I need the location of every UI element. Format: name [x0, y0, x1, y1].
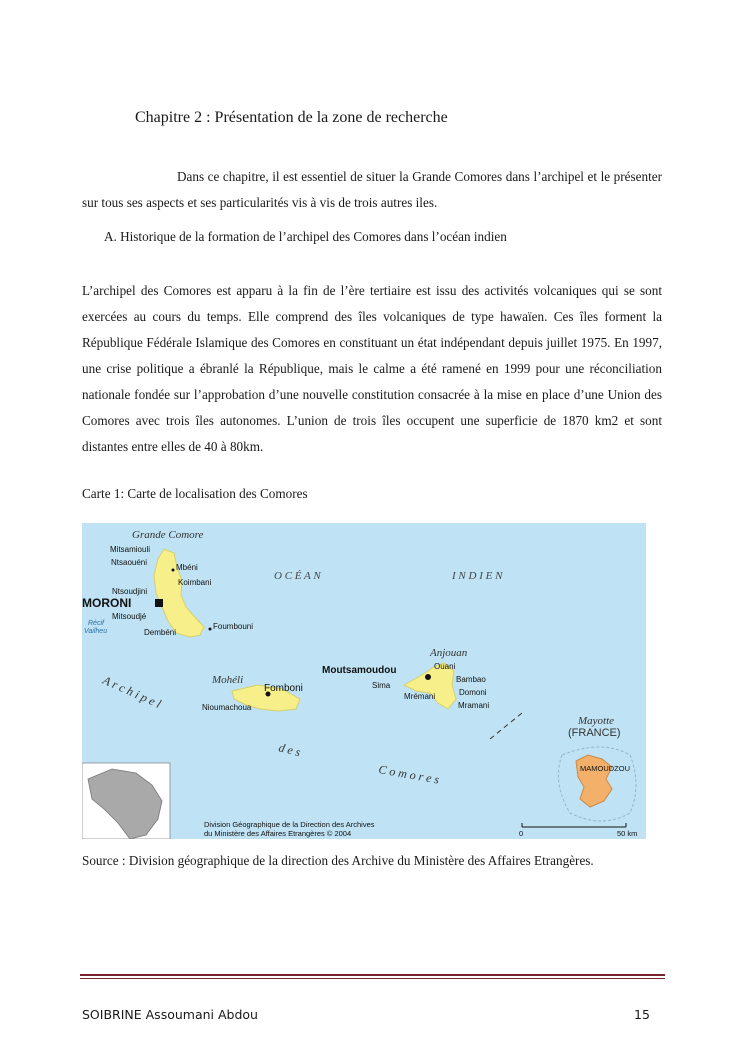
chapter-title: Chapitre 2 : Présentation de la zone de recherche: [135, 109, 448, 126]
label-mayotte-country: (FRANCE): [568, 727, 621, 739]
label-moheli: Mohéli: [212, 674, 244, 686]
footer-rule: [80, 974, 665, 976]
body-paragraph: L’archipel des Comores est apparu à la fin de l’ère tertiaire est issu des activités volcaniques qui se sont exercées au cours du temps. Elle comprend des îles volcaniques de type hawaïen. Ces îles forment la République Fédérale Islamique des Comores en constituant un état indépendant depuis juillet 1975. En 1997, une crise politique a ébranlé la République, mais le calme a été ramené en 1999 pour une réconciliation nationale fondée sur l’approbation d’une nouvelle constitution consacrée à la mise en place d’une Union des Comores avec trois îles autonomes. L’union de trois îles occupent une superficie de 1870 km2 et sont distantes entre elles de 40 à 80km.: [82, 283, 662, 454]
scale-end: 50 km: [617, 829, 638, 838]
label-mayotte: Mayotte: [578, 715, 615, 727]
town-label: Ouani: [434, 662, 456, 671]
town-label: Mitsamiouli: [110, 545, 151, 554]
capital-label: MORONI: [82, 596, 132, 610]
map-credit-2: du Ministère des Affaires Etrangères © 2004: [204, 829, 352, 838]
capital-square-icon: [155, 599, 163, 607]
footer-rule-thin: [80, 978, 665, 979]
town-label: Ntsaouéni: [111, 558, 148, 567]
town-label: Mrémani: [404, 692, 436, 701]
map-credit-1: Division Géographique de la Direction des Archives: [204, 820, 375, 829]
town-label: Sima: [372, 681, 391, 690]
des-word: d e s: [277, 740, 303, 760]
town-label: Nioumachoua: [202, 703, 252, 712]
map-caption: Carte 1: Carte de localisation des Comores: [82, 486, 308, 501]
town-label: Dembéni: [144, 628, 177, 637]
page-number: 15: [634, 1007, 650, 1022]
town-label: Ntsoudjini: [112, 587, 148, 596]
section-a-heading: A. Historique de la formation de l’archipel des Comores dans l’océan indien: [104, 229, 507, 244]
reef-label-2: Vailheu: [84, 628, 108, 635]
reef-label-1: Récif: [88, 620, 104, 627]
ocean-label-1: O C É A N: [274, 570, 321, 582]
town-label: Bambao: [456, 675, 486, 684]
town-label: Fomboni: [264, 683, 303, 694]
town-label: Foumbouni: [213, 622, 254, 631]
town-label: MAMOUDZOU: [580, 764, 630, 773]
label-anjouan: Anjouan: [430, 647, 468, 659]
intro-paragraph: Dans ce chapitre, il est essentiel de situer la Grande Comores dans l’archipel et le présenter sur tous ses aspects et ses particularités vis à vis de trois autres iles.: [82, 169, 662, 210]
town-label: Mbéni: [176, 563, 198, 572]
town-label: Domoni: [459, 688, 487, 697]
archipel-word: A r c h i p e l: [100, 672, 164, 712]
town-label: Koimbani: [178, 578, 212, 587]
town-label: Mitsoudjé: [112, 612, 147, 621]
ocean-label-2: I N D I E N: [452, 570, 503, 582]
town-label: Mramani: [458, 701, 490, 710]
comoros-location-map: [82, 523, 646, 839]
scale-start: 0: [519, 829, 524, 838]
town-label: Moutsamoudou: [322, 665, 397, 676]
label-grande-comore: Grande Comore: [132, 529, 204, 541]
footer-author: SOIBRINE Assoumani Abdou: [82, 1007, 258, 1022]
map-svg: [82, 523, 646, 839]
comores-word: C o m o r e s: [377, 762, 441, 787]
source-text: Source : Division géographique de la direction des Archive du Ministère des Affaires Etrangères.: [82, 853, 594, 868]
